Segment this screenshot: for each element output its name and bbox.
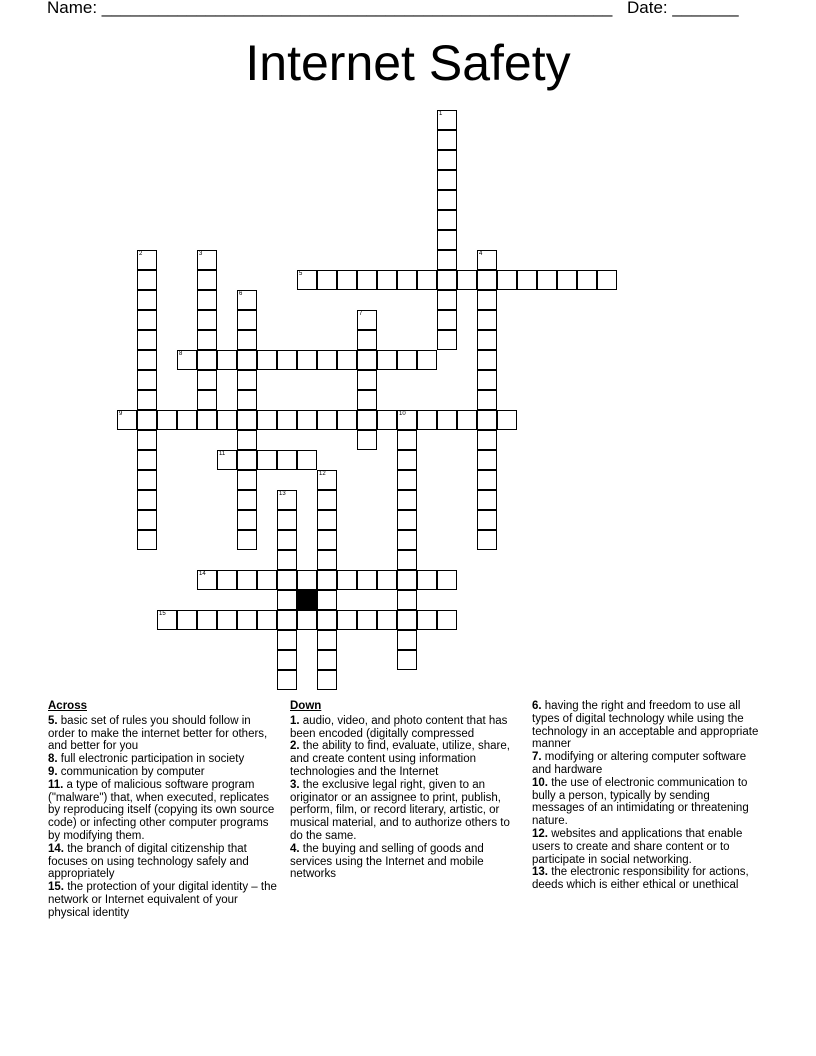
crossword-cell[interactable] (137, 470, 157, 490)
crossword-cell[interactable] (137, 490, 157, 510)
crossword-cell[interactable] (437, 210, 457, 230)
crossword-cell[interactable] (477, 510, 497, 530)
crossword-cell[interactable] (297, 610, 317, 630)
clue-number: 1. (290, 714, 300, 727)
crossword-cell[interactable] (217, 570, 237, 590)
crossword-cell[interactable] (517, 270, 537, 290)
crossword-cell[interactable] (477, 310, 497, 330)
down-clues-continued (532, 700, 764, 892)
crossword-cell[interactable] (257, 610, 277, 630)
crossword-cell[interactable] (477, 490, 497, 510)
crossword-cell[interactable] (277, 510, 297, 530)
down-clue (532, 777, 764, 828)
crossword-cell[interactable] (217, 610, 237, 630)
crossword-cell[interactable] (397, 630, 417, 650)
across-heading: Across (48, 700, 87, 712)
crossword-cell[interactable] (137, 390, 157, 410)
crossword-cell[interactable] (437, 230, 457, 250)
date-field: Date: _______ (627, 0, 739, 17)
down-clue (290, 843, 520, 881)
crossword-cell[interactable] (297, 350, 317, 370)
crossword-cell[interactable] (477, 330, 497, 350)
crossword-cell[interactable] (297, 450, 317, 470)
clue-number: 6. (532, 700, 542, 712)
crossword-cell[interactable] (417, 570, 437, 590)
clue-number: 12 (319, 471, 326, 477)
crossword-cell[interactable] (357, 610, 377, 630)
crossword-cell[interactable] (397, 550, 417, 570)
crossword-cell[interactable] (257, 450, 277, 470)
crossword-cell[interactable] (277, 570, 297, 590)
crossword-cell[interactable] (377, 270, 397, 290)
crossword-cell[interactable] (197, 410, 217, 430)
crossword-cell[interactable] (397, 350, 417, 370)
crossword-cell[interactable] (217, 350, 237, 370)
across-clue (48, 881, 280, 919)
crossword-cell[interactable] (477, 530, 497, 550)
crossword-cell[interactable] (397, 570, 417, 590)
across-clue (48, 715, 280, 753)
crossword-cell[interactable] (277, 650, 297, 670)
crossword-cell[interactable] (437, 570, 457, 590)
crossword-cell[interactable] (437, 170, 457, 190)
crossword-cell[interactable] (477, 410, 497, 430)
crossword-cell[interactable] (397, 590, 417, 610)
clue-number: 15 (159, 611, 166, 617)
crossword-cell[interactable] (377, 610, 397, 630)
crossword-cell[interactable] (477, 350, 497, 370)
crossword-cell[interactable] (437, 250, 457, 270)
crossword-cell[interactable] (137, 290, 157, 310)
crossword-cell[interactable] (237, 490, 257, 510)
clue-number: 6 (239, 291, 243, 297)
crossword-cell[interactable] (197, 370, 217, 390)
crossword-cell[interactable] (437, 610, 457, 630)
crossword-cell[interactable] (437, 110, 457, 130)
crossword-cell[interactable] (137, 330, 157, 350)
crossword-cell[interactable] (437, 150, 457, 170)
clue-number: 3. (290, 778, 300, 791)
crossword-cell[interactable] (337, 350, 357, 370)
crossword-cell[interactable] (257, 350, 277, 370)
crossword-cell[interactable] (417, 350, 437, 370)
crossword-cell[interactable] (497, 410, 517, 430)
crossword-cell[interactable] (217, 450, 237, 470)
crossword-cell[interactable] (397, 470, 417, 490)
clue-number: 12. (532, 827, 548, 840)
clue-number: 8 (179, 351, 183, 357)
crossword-cell[interactable] (137, 250, 157, 270)
crossword-cell[interactable] (197, 270, 217, 290)
crossword-cell[interactable] (357, 310, 377, 330)
crossword-cell[interactable] (397, 270, 417, 290)
crossword-cell[interactable] (417, 610, 437, 630)
clue-text: full electronic participation in society (57, 753, 245, 766)
crossword-cell[interactable] (137, 270, 157, 290)
crossword-cell[interactable] (317, 570, 337, 590)
crossword-cell[interactable] (277, 590, 297, 610)
crossword-cell[interactable] (137, 410, 157, 430)
clue-number: 1 (439, 111, 443, 117)
crossword-cell[interactable] (137, 310, 157, 330)
clue-number: 9. (48, 765, 58, 778)
crossword-cell[interactable] (277, 410, 297, 430)
crossword-cell[interactable] (237, 450, 257, 470)
crossword-cell[interactable] (357, 410, 377, 430)
clue-number: 13. (532, 866, 548, 879)
crossword-cell[interactable] (437, 330, 457, 350)
clue-number: 5. (48, 714, 58, 727)
crossword-cell[interactable] (297, 410, 317, 430)
across-clue (48, 779, 280, 843)
crossword-cell[interactable] (377, 570, 397, 590)
clue-number: 15. (48, 881, 64, 894)
crossword-cell[interactable] (317, 550, 337, 570)
clue-number: 4. (290, 842, 300, 855)
crossword-cell[interactable] (397, 450, 417, 470)
crossword-cell[interactable] (357, 390, 377, 410)
page-title: Internet Safety (245, 35, 571, 91)
crossword-cell[interactable] (257, 570, 277, 590)
crossword-cell[interactable] (197, 290, 217, 310)
crossword-cell[interactable] (237, 350, 257, 370)
crossword-cell[interactable] (197, 330, 217, 350)
crossword-cell[interactable] (357, 570, 377, 590)
crossword-cell[interactable] (377, 350, 397, 370)
crossword-cell[interactable] (397, 610, 417, 630)
crossword-cell[interactable] (557, 270, 577, 290)
crossword-cell[interactable] (197, 250, 217, 270)
down-heading: Down (290, 700, 322, 712)
crossword-cell[interactable] (337, 410, 357, 430)
clue-number: 2. (290, 740, 300, 753)
crossword-cell[interactable] (457, 410, 477, 430)
crossword-cell[interactable] (257, 410, 277, 430)
clue-number: 4 (479, 251, 483, 257)
crossword-cell[interactable] (597, 270, 617, 290)
crossword-cell[interactable] (237, 430, 257, 450)
crossword-cell[interactable] (357, 370, 377, 390)
crossword-cell[interactable] (317, 270, 337, 290)
crossword-cell[interactable] (237, 390, 257, 410)
crossword-cell[interactable] (317, 590, 337, 610)
clue-text: the exclusive legal right, given to an originator or an assignee to print, publish, perform, film, or record literary, artistic, or musical material, and to authorize others to do the same. (290, 778, 510, 842)
clue-text: the buying and selling of goods and services using the Internet and mobile networks (290, 842, 484, 881)
crossword-cell[interactable] (237, 570, 257, 590)
down-clue (290, 715, 520, 741)
crossword-cell[interactable] (357, 430, 377, 450)
crossword-cell[interactable] (237, 370, 257, 390)
clue-number: 14 (199, 571, 206, 577)
crossword-cell[interactable] (137, 370, 157, 390)
crossword-cell[interactable] (317, 470, 337, 490)
crossword-cell[interactable] (477, 290, 497, 310)
crossword-cell[interactable] (497, 270, 517, 290)
crossword-cell[interactable] (277, 530, 297, 550)
crossword-cell[interactable] (357, 270, 377, 290)
crossword-black-cell (297, 590, 317, 610)
crossword-cell[interactable] (437, 270, 457, 290)
clue-text: the protection of your digital identity – the network or Internet equivalent of your physical identity (48, 881, 277, 919)
crossword-cell[interactable] (477, 450, 497, 470)
clue-text: the branch of digital citizenship that focuses on using technology safely and appropriately (48, 842, 249, 881)
across-clue (48, 843, 280, 881)
down-clue (532, 866, 764, 892)
down-clue (532, 700, 764, 751)
crossword-cell[interactable] (277, 350, 297, 370)
clue-text: modifying or altering computer software and hardware (532, 751, 747, 776)
crossword-cell[interactable] (457, 270, 477, 290)
crossword-cell[interactable] (197, 570, 217, 590)
crossword-cell[interactable] (397, 410, 417, 430)
crossword-cell[interactable] (277, 550, 297, 570)
crossword-cell[interactable] (477, 430, 497, 450)
clue-number: 10. (532, 776, 548, 789)
clue-text: audio, video, and photo content that has been encoded (digitally compressed (290, 714, 508, 740)
clue-number: 5 (299, 271, 303, 277)
crossword-cell[interactable] (137, 430, 157, 450)
crossword-cell[interactable] (317, 630, 337, 650)
crossword-cell[interactable] (237, 410, 257, 430)
crossword-cell[interactable] (397, 490, 417, 510)
crossword-cell[interactable] (477, 470, 497, 490)
crossword-cell[interactable] (117, 410, 137, 430)
clue-text: communication by computer (57, 765, 205, 778)
crossword-cell[interactable] (177, 610, 197, 630)
crossword-cell[interactable] (157, 610, 177, 630)
crossword-cell[interactable] (277, 630, 297, 650)
clue-text: the use of electronic communication to bully a person, typically by sending messages of an intimidating or threatening nature. (532, 776, 749, 828)
down-clue (532, 751, 764, 777)
crossword-cell[interactable] (437, 410, 457, 430)
crossword-cell[interactable] (477, 270, 497, 290)
clue-number: 3 (199, 251, 203, 257)
crossword-cell[interactable] (397, 530, 417, 550)
crossword-cell[interactable] (297, 570, 317, 590)
down-clues (290, 700, 520, 881)
clue-text: the electronic responsibility for actions, deeds which is either ethical or unethical (532, 866, 749, 892)
crossword-cell[interactable] (137, 350, 157, 370)
crossword-cell[interactable] (237, 530, 257, 550)
crossword-cell[interactable] (237, 330, 257, 350)
name-field: Name: ______________________________________________________ (47, 0, 613, 17)
crossword-cell[interactable] (237, 510, 257, 530)
crossword-cell[interactable] (137, 510, 157, 530)
crossword-cell[interactable] (237, 470, 257, 490)
clue-text: basic set of rules you should follow in order to make the internet better for others, and better for you (48, 714, 268, 753)
crossword-cell[interactable] (337, 610, 357, 630)
crossword-cell[interactable] (357, 350, 377, 370)
clue-number: 14. (48, 842, 64, 855)
crossword-cell[interactable] (197, 350, 217, 370)
clue-number: 10 (399, 411, 406, 417)
crossword-cell[interactable] (197, 310, 217, 330)
clue-number: 9 (119, 411, 123, 417)
crossword-cell[interactable] (137, 450, 157, 470)
crossword-cell[interactable] (337, 570, 357, 590)
crossword-cell[interactable] (217, 410, 237, 430)
clue-number: 7. (532, 751, 542, 764)
clue-text: the ability to find, evaluate, utilize, share, and create content using information technologies and the Internet (290, 740, 510, 778)
crossword-cell[interactable] (437, 190, 457, 210)
crossword-cell[interactable] (317, 410, 337, 430)
clue-number: 11 (219, 451, 226, 457)
clue-text: a type of malicious software program ("malware") that, when executed, replicates by reproducing itself (copying its own source code) or infecting other computer programs by modifying them. (48, 778, 275, 842)
crossword-cell[interactable] (317, 490, 337, 510)
crossword-cell[interactable] (277, 450, 297, 470)
crossword-cell[interactable] (317, 350, 337, 370)
crossword-cell[interactable] (317, 650, 337, 670)
crossword-cell[interactable] (437, 310, 457, 330)
crossword-cell[interactable] (317, 530, 337, 550)
crossword-cell[interactable] (397, 510, 417, 530)
crossword-cell[interactable] (317, 610, 337, 630)
clue-number: 7 (359, 311, 363, 317)
crossword-cell[interactable] (177, 410, 197, 430)
crossword-cell[interactable] (417, 410, 437, 430)
crossword-cell[interactable] (477, 370, 497, 390)
crossword-cell[interactable] (397, 430, 417, 450)
clue-number: 8. (48, 753, 58, 766)
crossword-cell[interactable] (197, 610, 217, 630)
crossword-cell[interactable] (277, 670, 297, 690)
crossword-cell[interactable] (357, 330, 377, 350)
crossword-cell[interactable] (317, 510, 337, 530)
down-clue (290, 779, 520, 843)
crossword-cell[interactable] (397, 650, 417, 670)
down-clue (290, 740, 520, 778)
crossword-cell[interactable] (237, 610, 257, 630)
crossword-cell[interactable] (437, 290, 457, 310)
clue-number: 11. (48, 778, 64, 791)
clue-text: websites and applications that enable users to create and share content or to participate in social networking. (532, 827, 743, 866)
crossword-cell[interactable] (137, 530, 157, 550)
crossword-cell[interactable] (437, 130, 457, 150)
crossword-cell[interactable] (197, 390, 217, 410)
crossword-cell[interactable] (177, 350, 197, 370)
crossword-cell[interactable] (237, 290, 257, 310)
clue-text: having the right and freedom to use all types of digital technology while using the technology in an acceptable and appropriate manner (532, 700, 759, 751)
clue-number: 2 (139, 251, 143, 257)
across-clue (48, 766, 280, 779)
crossword-cell[interactable] (157, 410, 177, 430)
across-clue (48, 753, 280, 766)
crossword-cell[interactable] (317, 670, 337, 690)
clue-number: 13 (279, 491, 286, 497)
crossword-cell[interactable] (237, 310, 257, 330)
crossword-cell[interactable] (297, 270, 317, 290)
crossword-cell[interactable] (377, 410, 397, 430)
crossword-cell[interactable] (417, 270, 437, 290)
down-clue (532, 828, 764, 866)
crossword-cell[interactable] (477, 250, 497, 270)
crossword-cell[interactable] (477, 390, 497, 410)
crossword-cell[interactable] (277, 490, 297, 510)
across-clues (48, 700, 280, 920)
crossword-cell[interactable] (537, 270, 557, 290)
crossword-cell[interactable] (337, 270, 357, 290)
crossword-cell[interactable] (577, 270, 597, 290)
crossword-cell[interactable] (277, 610, 297, 630)
